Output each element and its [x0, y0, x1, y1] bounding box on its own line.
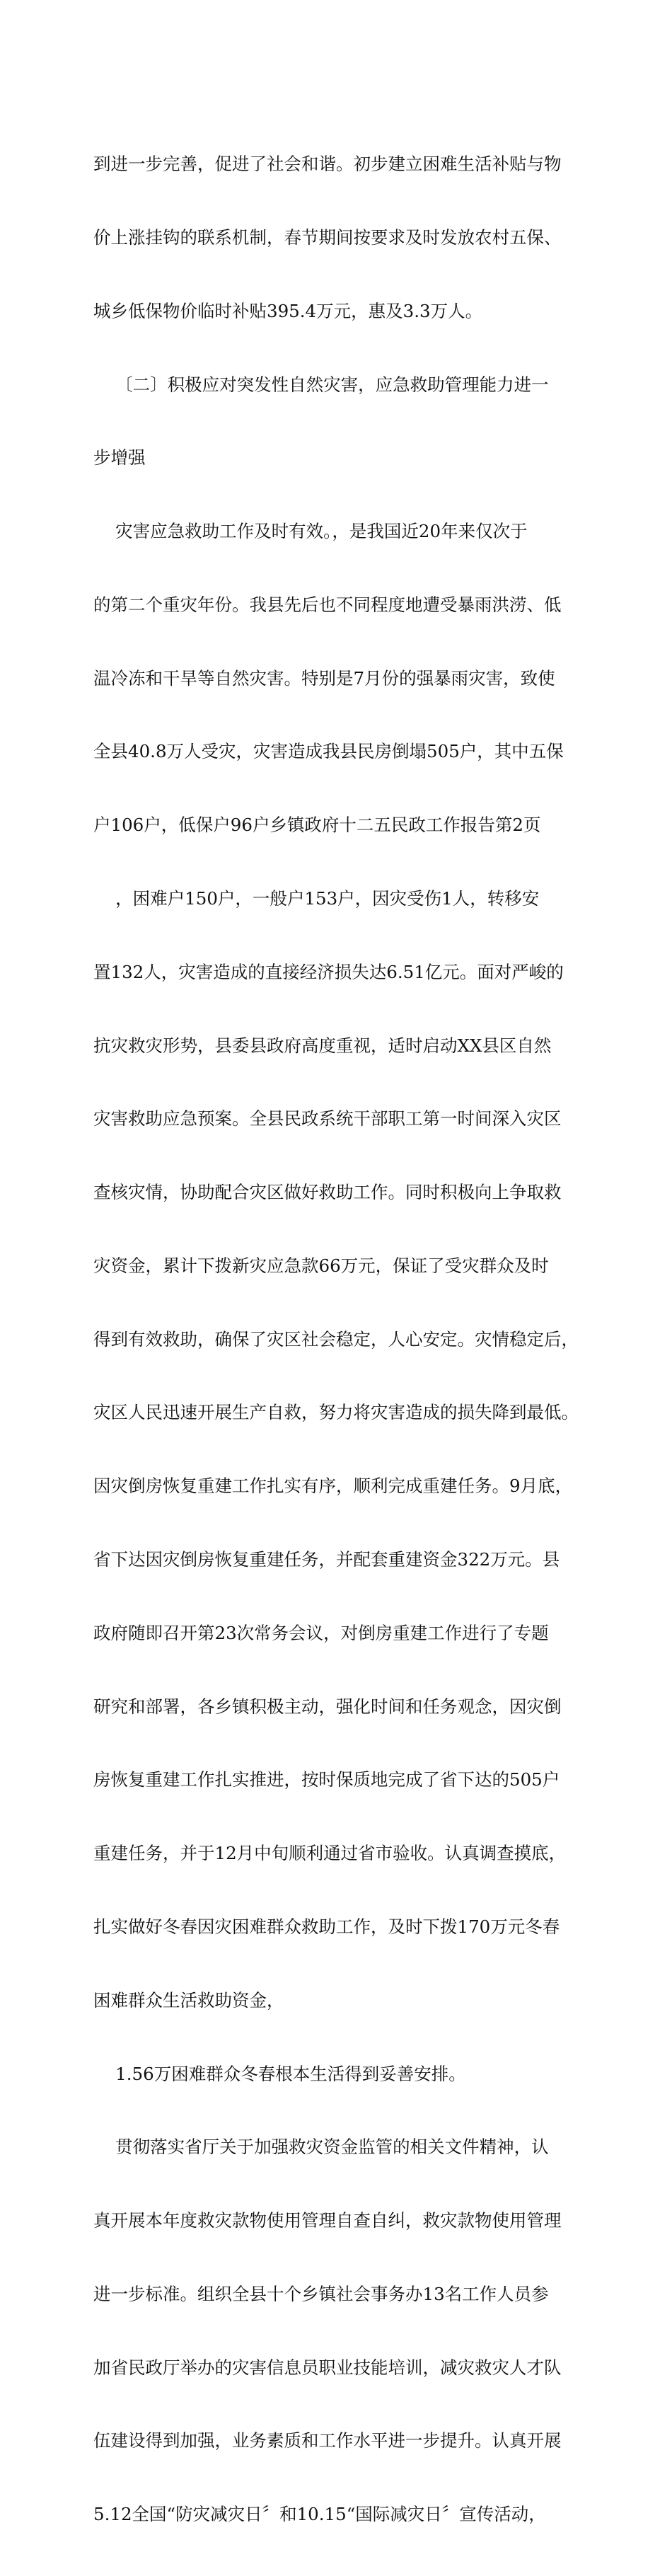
text-line: 灾害救助应急预案。全县民政系统干部职工第一时间深入灾区: [93, 1108, 562, 1129]
text-line: 灾资金，累计下拨新灾应急款66万元，保证了受灾群众及时: [93, 1255, 549, 1276]
body-text: [93, 103, 596, 2576]
text-line: 抗灾救灾形势，县委县政府高度重视，适时启动XX县区自然: [93, 1035, 552, 1056]
text-line: 1.56万困难群众冬春根本生活得到妥善安排。: [93, 2063, 466, 2084]
text-line: 灾害应急救助工作及时有效。，是我国近20年来仅次于: [93, 521, 528, 542]
text-line: 户106户，低保户96户乡镇政府十二五民政工作报告第2页: [93, 815, 541, 836]
text-line: 到进一步完善，促进了社会和谐。初步建立困难生活补贴与物: [93, 154, 562, 175]
section-heading-line: 〔二〕积极应对突发性自然灾害，应急救助管理能力进一: [93, 374, 549, 395]
text-line: 困难群众生活救助资金，: [93, 1989, 284, 2011]
text-line: 得到有效救助，确保了灾区社会稳定，人心安定。灾情稳定后，: [93, 1328, 579, 1350]
text-line: 的第二个重灾年份。我县先后也不同程度地遭受暴雨洪涝、低: [93, 594, 562, 615]
text-line: 省下达因灾倒房恢复重建任务，并配套重建资金322万元。县: [93, 1549, 560, 1570]
text-line: 政府随即召开第23次常务会议，对倒房重建工作进行了专题: [93, 1622, 549, 1643]
text-line: 重建任务，并于12月中旬顺利通过省市验收。认真调查摸底，: [93, 1843, 567, 1864]
text-line: 置132人，灾害造成的直接经济损失达6.51亿元。面对严峻的: [93, 961, 564, 982]
text-line: 查核灾情，协助配合灾区做好救助工作。同时积极向上争取救: [93, 1182, 562, 1203]
text-line: 房恢复重建工作扎实推进，按时保质地完成了省下达的505户: [93, 1769, 560, 1790]
text-line: ，困难户150户，一般户153户，因灾受伤1人，转移安: [93, 888, 540, 909]
text-line: 温冷冻和干旱等自然灾害。特别是7月份的强暴雨灾害，致使: [93, 667, 555, 689]
text-line: 加省民政厅举办的灾害信息员职业技能培训，减灾救灾人才队: [93, 2357, 562, 2378]
text-line: 5.12全国“防灾减灾日〞和10.15“国际减灾日〞宣传活动，: [93, 2504, 546, 2525]
text-line: 进一步标准。组织全县十个乡镇社会事务办13名工作人员参: [93, 2283, 549, 2304]
text-line: 因灾倒房恢复重建工作扎实有序，顺利完成重建任务。9月底，: [93, 1476, 573, 1497]
text-line: 扎实做好冬春因灾困难群众救助工作，及时下拨170万元冬春: [93, 1916, 560, 1937]
text-line: 研究和部署，各乡镇积极主动，强化时间和任务观念，因灾倒: [93, 1696, 562, 1717]
text-line: 价上涨挂钩的联系机制，春节期间按要求及时发放农村五保、: [93, 226, 562, 248]
text-line: 伍建设得到加强，业务素质和工作水平进一步提升。认真开展: [93, 2430, 562, 2451]
text-line: 全县40.8万人受灾，灾害造成我县民房倒塌505户，其中五保: [93, 741, 564, 762]
section-heading-line: 步增强: [93, 447, 146, 468]
text-line: 灾区人民迅速开展生产自救，努力将灾害造成的损失降到最低。: [93, 1402, 579, 1423]
text-line: 城乡低保物价临时补贴395.4万元，惠及3.3万人。: [93, 300, 483, 321]
text-line: 贯彻落实省厅关于加强救灾资金监管的相关文件精神，认: [93, 2137, 549, 2158]
text-line: 真开展本年度救灾款物使用管理自查自纠，救灾款物使用管理: [93, 2210, 562, 2231]
